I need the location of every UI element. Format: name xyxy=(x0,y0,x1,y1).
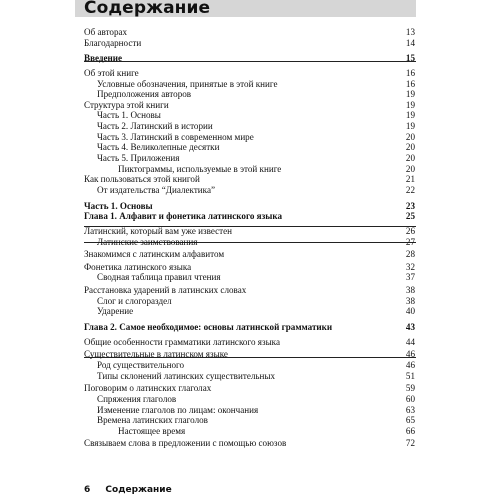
toc-entry-title: Структура этой книги xyxy=(84,99,169,110)
toc-entry[interactable] xyxy=(84,262,416,273)
toc-entry[interactable] xyxy=(84,142,416,153)
toc-entry[interactable] xyxy=(84,121,416,132)
toc-entry[interactable] xyxy=(84,272,416,283)
toc-entry[interactable] xyxy=(84,371,416,382)
toc-entry-page: 26 xyxy=(405,225,415,236)
toc-entry-page: 60 xyxy=(405,393,415,404)
toc-entry-title: Существительные в латинском языке xyxy=(84,349,228,360)
toc-entry-page: 40 xyxy=(405,306,415,317)
toc-entry[interactable] xyxy=(84,285,416,296)
toc-entry[interactable] xyxy=(84,100,416,111)
toc-entry-page: 72 xyxy=(405,438,415,449)
toc-entry-title: Общие особенности грамматики латинского языка xyxy=(84,336,280,347)
toc-entry[interactable] xyxy=(84,79,416,90)
toc-entry-page: 20 xyxy=(405,153,415,164)
toc-entry[interactable] xyxy=(84,38,416,49)
toc-entry[interactable] xyxy=(84,201,416,212)
toc-entry-page: 19 xyxy=(405,121,415,132)
toc-entry-page: 14 xyxy=(405,37,415,48)
toc-entry-title: Связываем слова в предложении с помощью союзов xyxy=(84,438,287,449)
toc-entry-title: Изменение глаголов по лицам: окончания xyxy=(97,404,259,415)
toc-entry-page: 20 xyxy=(405,142,415,153)
toc-entry-page: 38 xyxy=(405,285,415,296)
toc-entry-page: 63 xyxy=(405,404,415,415)
toc-entry-title: Часть 1. Основы xyxy=(97,110,161,121)
toc-entry[interactable] xyxy=(84,211,416,222)
toc-entry-page: 13 xyxy=(405,27,415,37)
toc-entry[interactable] xyxy=(84,226,416,237)
toc-entry-page: 66 xyxy=(405,425,415,436)
toc-entry[interactable] xyxy=(84,237,416,248)
toc-entry-page: 32 xyxy=(405,261,415,272)
toc-entry-page: 43 xyxy=(405,322,415,333)
toc-entry-page: 25 xyxy=(405,211,415,222)
toc-entry[interactable] xyxy=(84,296,416,307)
toc-entry-title: Типы склонений латинских существительных xyxy=(97,370,276,381)
toc-entry-title: Латинские заимствования xyxy=(97,236,198,247)
toc-entry[interactable] xyxy=(84,132,416,143)
toc-entry-title: Поговорим о латинских глаголах xyxy=(84,383,212,394)
toc-entry[interactable] xyxy=(84,360,416,371)
toc-entry-title: Латинский, который вам уже известен xyxy=(84,225,233,236)
toc-entry[interactable] xyxy=(84,153,416,164)
toc-entry-page: 23 xyxy=(405,200,415,211)
toc-entry-title: Об этой книге xyxy=(84,67,139,78)
toc-entry-title: Ударение xyxy=(97,306,134,317)
toc-entry[interactable] xyxy=(84,349,416,360)
toc-entry-page: 27 xyxy=(405,236,415,247)
toc-entry[interactable] xyxy=(84,249,416,260)
toc-entry[interactable] xyxy=(84,322,416,333)
toc-entry[interactable] xyxy=(84,383,416,394)
toc-entry-page: 19 xyxy=(405,99,415,110)
toc-entry[interactable] xyxy=(84,89,416,100)
toc-entry-title: Условные обозначения, принятые в этой книге xyxy=(97,78,278,89)
toc-entry[interactable] xyxy=(84,164,416,175)
toc-entry-page: 59 xyxy=(405,383,415,394)
toc-entry-title: Времена латинских глаголов xyxy=(97,415,208,426)
toc-entry-page: 16 xyxy=(405,78,415,89)
toc-entry[interactable] xyxy=(84,174,416,185)
table-of-contents xyxy=(84,27,416,449)
toc-entry[interactable] xyxy=(84,185,416,196)
toc-entry-title: Часть 1. Основы xyxy=(84,200,153,211)
toc-entry-page: 20 xyxy=(405,131,415,142)
toc-entry-page: 44 xyxy=(405,336,415,347)
toc-entry-page: 46 xyxy=(405,349,415,360)
toc-entry-title: Часть 3. Латинский в современном мире xyxy=(97,131,254,142)
toc-entry[interactable] xyxy=(84,426,416,437)
toc-entry-page: 51 xyxy=(405,370,415,381)
toc-entry-title: Глава 2. Самое необходимое: основы латинской грамматики xyxy=(84,322,333,333)
toc-entry[interactable] xyxy=(84,27,416,38)
toc-entry-title: Об авторах xyxy=(84,27,128,37)
footer-page-number: 6 xyxy=(84,485,91,495)
toc-entry-title: Предположения авторов xyxy=(97,89,192,100)
toc-entry-title: Фонетика латинского языка xyxy=(84,261,192,272)
toc-entry-page: 65 xyxy=(405,415,415,426)
toc-entry-title: Род существительного xyxy=(97,359,185,370)
toc-entry-page: 19 xyxy=(405,89,415,100)
toc-entry-page: 19 xyxy=(405,110,415,121)
toc-entry-page: 16 xyxy=(405,67,415,78)
toc-entry[interactable] xyxy=(84,415,416,426)
toc-entry-page: 15 xyxy=(405,53,415,64)
toc-entry-page: 28 xyxy=(405,249,415,260)
toc-entry-title: Глава 1. Алфавит и фонетика латинского языка xyxy=(84,211,282,222)
toc-entry-page: 22 xyxy=(405,184,415,195)
toc-entry-title: Благодарности xyxy=(84,37,142,48)
toc-entry[interactable] xyxy=(84,110,416,121)
toc-entry[interactable] xyxy=(84,306,416,317)
toc-entry-title: Часть 5. Приложения xyxy=(97,153,180,164)
toc-entry-title: Сводная таблица правил чтения xyxy=(97,272,221,283)
toc-entry-page: 38 xyxy=(405,295,415,306)
page-title: Содержание xyxy=(84,0,211,18)
toc-entry-title: Как пользоваться этой книгой xyxy=(84,174,200,185)
page-footer xyxy=(84,485,172,495)
toc-entry-page: 37 xyxy=(405,272,415,283)
toc-entry-title: Введение xyxy=(84,53,123,64)
toc-entry-title: Часть 4. Великолепные десятки xyxy=(97,142,220,153)
toc-entry[interactable] xyxy=(84,53,416,64)
toc-entry[interactable] xyxy=(84,438,416,449)
toc-entry-title: Пиктограммы, используемые в этой книге xyxy=(118,163,282,174)
toc-entry-title: От издательства “Диалектика” xyxy=(97,184,216,195)
toc-entry-page: 21 xyxy=(405,174,415,185)
toc-entry-page: 20 xyxy=(405,163,415,174)
toc-entry[interactable] xyxy=(84,337,416,348)
footer-title: Содержание xyxy=(105,485,172,495)
toc-entry-title: Часть 2. Латинский в истории xyxy=(97,121,213,132)
toc-entry-title: Настоящее время xyxy=(118,425,186,436)
toc-entry[interactable] xyxy=(84,405,416,416)
toc-entry-title: Знакомимся с латинским алфавитом xyxy=(84,249,225,260)
toc-entry[interactable] xyxy=(84,394,416,405)
toc-entry-title: Слог и слогораздел xyxy=(97,295,172,306)
toc-entry-title: Расстановка ударений в латинских словах xyxy=(84,285,247,296)
toc-entry-title: Спряжения глаголов xyxy=(97,393,177,404)
toc-entry[interactable] xyxy=(84,68,416,79)
toc-entry-page: 46 xyxy=(405,359,415,370)
